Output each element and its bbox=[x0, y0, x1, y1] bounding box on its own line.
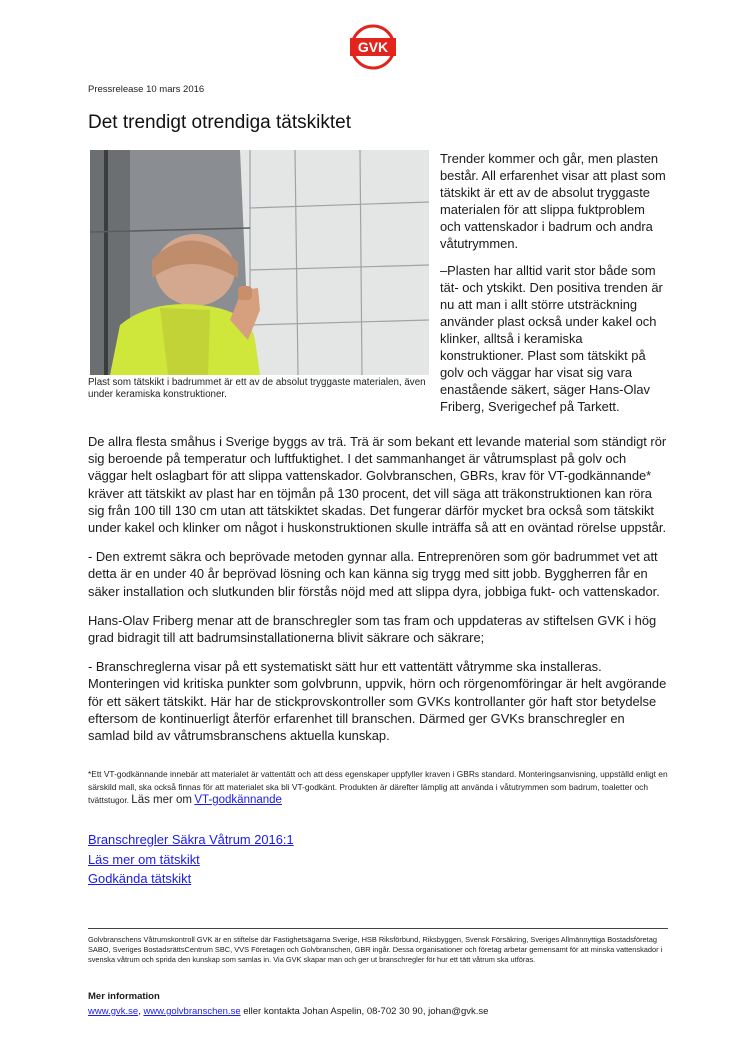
footnote-star: * bbox=[88, 769, 92, 779]
side-paragraph: Trender kommer och går, men plasten består. All erfarenhet visar att plast som tätskikt är ett av de absolut tryggaste materialen för att slippa fuktproblem och vattenskador i badrum och andra våtutrymmen. bbox=[440, 151, 666, 251]
gvk-website-link[interactable]: www.gvk.se bbox=[88, 1006, 139, 1017]
contact-text: eller kontakta Johan Aspelin, 08-702 30 90, johan@gvk.se bbox=[240, 1006, 489, 1017]
body-paragraph: De allra flesta småhus i Sverige byggs av trä. Trä är som bekant ett levande material som ständigt rör sig beroende på temperatur och luftfuktighet. I det sammanhanget är våtrumsplast på golv och väggar helt oslagbart för att slippa vattenskador. Golvbranschen, GBRs, krav för VT-godkännande* kräver att tätskikt av plast har en töjmån på 130 procent, det vill säga att träkonstruktionen kan röra sig från 100 till 130 cm utan att tätskiktet skadas. Det fungerar därför mycket bra också som tätskikt under kakel och klinker om något i huskonstruktionen skulle inträffa så att en oväntad rörelse uppstår. bbox=[88, 434, 667, 536]
body-paragraph: - Den extremt säkra och beprövade metoden gynnar alla. Entreprenören som gör badrummet vet att detta är en under 40 år beprövad lösning och kan känna sig trygg med sitt jobb. Byggherren får en säker installation och slutkunden blir förstås nöjd med att slippa dyra, jobbiga fukt- och vattenskador. bbox=[88, 549, 660, 599]
logo-text: GVK bbox=[357, 39, 389, 55]
related-links bbox=[88, 830, 294, 889]
footer-divider bbox=[88, 928, 668, 929]
contact-separator: , bbox=[138, 1006, 144, 1017]
footnote-text: Ett VT-godkännande innebär att materialet är vattentätt och att dess egenskaper uppfyller kraven i GBRs standard. Monteringsanvisning, uppställd enligt en särskild mall, ska också finnas för att materialet ska bli VT-godkänt. Produkten är därefter lämplig att använda i våtutrymmen som badrum, toaletter och tvättstugor. bbox=[88, 769, 668, 805]
golvbranschen-link[interactable]: www.golvbranschen.se bbox=[143, 1006, 241, 1017]
page-title: Det trendigt otrendiga tätskiktet bbox=[88, 112, 351, 133]
side-paragraph: –Plasten har alltid varit stor både som tät- och ytskikt. Den positiva trenden är nu att man i allt större utsträckning använder plast också under kakel och klinker, alltså i keramiska konstruktioner. Plast som tätskikt på golv och väggar har visat sig vara enastående säkert, säger Hans-Olav Friberg, Sverigechef på Tarkett. bbox=[440, 263, 663, 414]
footnote bbox=[88, 768, 668, 807]
vt-approval-link[interactable]: VT-godkännande bbox=[194, 794, 282, 806]
link-branschregler[interactable]: Branschregler Säkra Våtrum 2016:1 bbox=[88, 832, 294, 847]
link-godkanda[interactable]: Godkända tätskikt bbox=[88, 871, 192, 886]
footer-legal: Golvbranschens Våtrumskontroll GVK är en stiftelse där Fastighetsägarna Sverige, HSB Riksförbund, Riksbyggen, Svensk Försäkring, Sveriges Allmännyttiga Bostadsföretag SABO, Sveriges BostadsrättsCentrum SBC, VVS Företagen och Golvbranschen, GBR ingår. Dessa organisationer och företag arbetar gemensamt för att minska vattenskador i svenska våtrum och sprida den kunskap som samlas in. Via GVK skapar man och ger ut branschregler för hur ett tätt våtrum ska utföras. bbox=[88, 935, 663, 965]
photo-caption: Plast som tätskikt i badrummet är ett av de absolut tryggaste materialen, även under keramiska konstruktioner. bbox=[88, 377, 426, 400]
more-info-heading: Mer information bbox=[88, 991, 160, 1002]
release-date: Pressrelease 10 mars 2016 bbox=[88, 84, 205, 95]
side-column bbox=[440, 150, 668, 425]
contact-line bbox=[88, 1006, 488, 1017]
footnote-more-prefix: Läs mer om bbox=[131, 794, 193, 806]
body-paragraph: Hans-Olav Friberg menar att de branschregler som tas fram och uppdateras av stiftelsen GVK i hög grad bidragit till att badrumsinstallationerna blivit säkrare och säkrare; bbox=[88, 612, 657, 646]
article-body bbox=[88, 433, 668, 756]
body-paragraph: - Branschreglerna visar på ett systematiskt sätt hur ett vattentätt våtrymme ska installeras. Monteringen vid kritiska punkter som golvbrunn, uppvik, hörn och rörgenomföringar är helt avgörande för ett säkert tätskikt. Här har de stickprovskontroller som GVKs kontrollanter gör haft stor betydelse eftersom de kontinuerligt återför erfarenhet till branschen. Därmed ger GVKs branschregler en samlad bild av våtrumsbranschens aktuella kunskap. bbox=[88, 659, 667, 744]
article-photo bbox=[90, 150, 429, 375]
link-tatskikt[interactable]: Läs mer om tätskikt bbox=[88, 851, 200, 867]
gvk-logo bbox=[350, 24, 396, 70]
